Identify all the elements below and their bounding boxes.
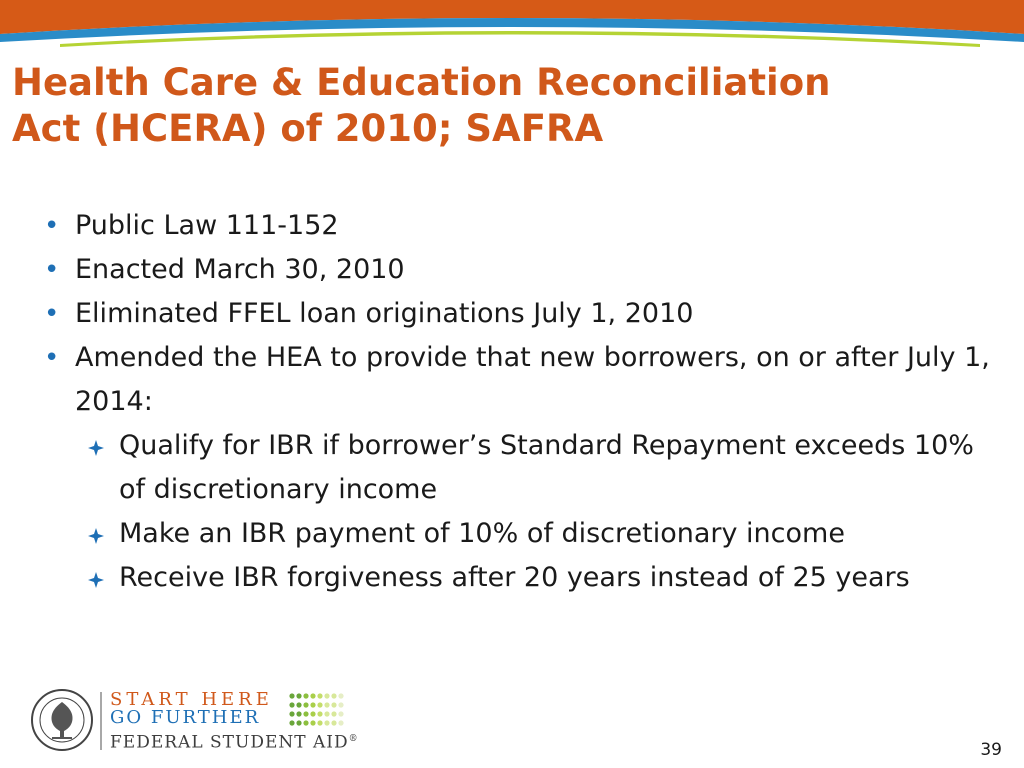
bullet-item [44,204,1004,248]
bullet-list [44,204,1004,600]
logo-tagline-start: START HERE [110,689,273,710]
bullet-dot-icon: • [44,343,60,373]
seal-icon [30,688,94,752]
page-number: 39 [980,740,1002,760]
federal-student-aid-logo [30,688,360,754]
bullet-dot-icon: • [44,211,60,241]
diamond-bullet-icon [87,527,105,545]
slide-title-line-2: Act (HCERA) of 2010; SAFRA [12,107,604,150]
sub-bullet-text: Make an IBR payment of 10% of discretionary income [119,518,845,549]
sub-bullet-text: Receive IBR forgiveness after 20 years instead of 25 years [119,562,910,593]
logo-tagline-further: GO FURTHER [110,707,261,728]
sub-bullet-text: Qualify for IBR if borrower’s Standard Repayment exceeds 10% of discretionary income [119,430,974,505]
bullet-text: Public Law 111-152 [75,210,339,241]
bullet-text: Amended the HEA to provide that new borrowers, on or after July 1, 2014: [75,342,990,417]
slide-title-line-1: Health Care & Education Reconciliation [12,61,831,104]
dots-graphic-icon [288,692,348,728]
logo-divider [100,692,102,750]
bullet-text: Enacted March 30, 2010 [75,254,405,285]
slide-title [12,60,1012,152]
diamond-bullet-icon [87,439,105,457]
bullet-text: Eliminated FFEL loan originations July 1, 2010 [75,298,694,329]
bullet-item [44,292,1004,336]
bullet-item [44,336,1004,600]
sub-bullet-item [75,556,1004,600]
bullet-dot-icon: • [44,255,60,285]
sub-bullet-item [75,512,1004,556]
bullet-dot-icon: • [44,299,60,329]
logo-federal-student-aid: FEDERAL STUDENT AID® [110,732,359,753]
header-banner [0,0,1024,52]
diamond-bullet-icon [87,571,105,589]
sub-bullet-list [75,424,1004,600]
bullet-item [44,248,1004,292]
sub-bullet-item [75,424,1004,512]
